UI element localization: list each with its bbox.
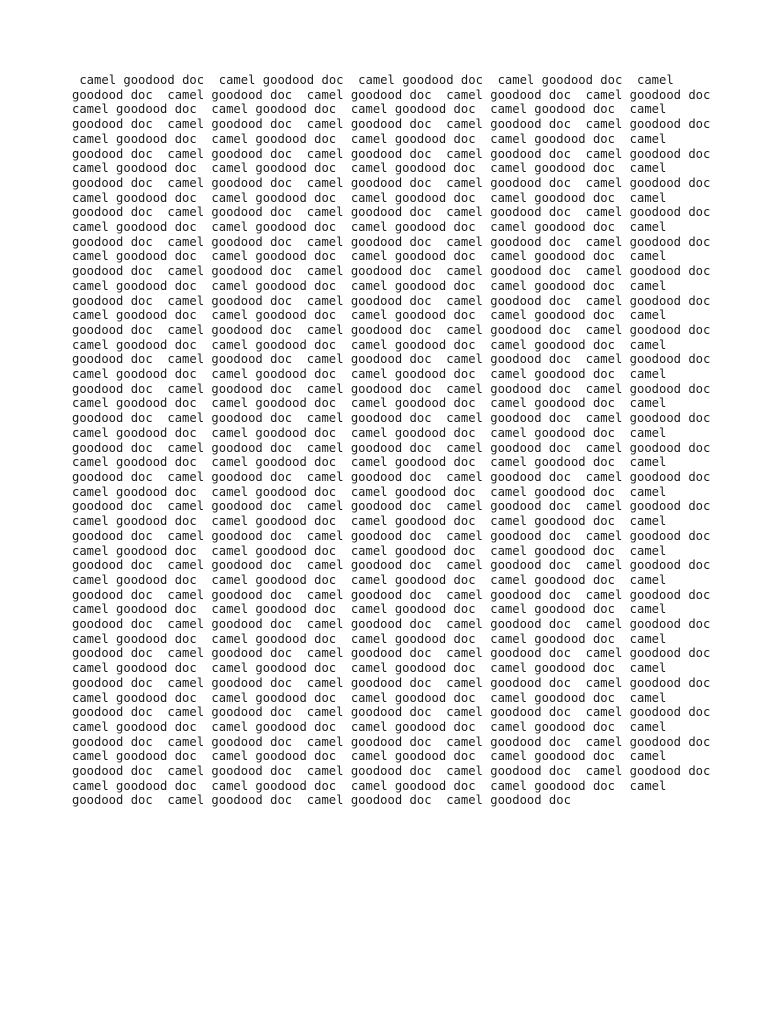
- document-page: [72, 73, 726, 808]
- body-paragraph: camel goodood doc camel goodood doc camel goodood doc camel goodood doc camel goodood doc camel goodood doc camel goodood doc camel goodood doc camel goodood doc camel goodood doc camel goodood doc camel goodood doc camel goodood doc camel goodood doc camel goodood doc camel goodood doc camel goodood doc camel goodood doc camel goodood doc camel goodood doc camel goodood doc camel goodood doc camel goodood doc camel goodood doc camel goodood doc camel goodood doc camel goodood doc camel goodood doc camel goodood doc camel goodood doc camel goodood doc camel goodood doc camel goodood doc camel goodood doc camel goodood doc camel goodood doc camel goodood doc camel goodood doc camel goodood doc camel goodood doc camel goodood doc camel goodood doc camel goodood doc camel goodood doc camel goodood doc camel goodood doc camel goodood doc camel goodood doc camel goodood doc camel goodood doc camel goodood doc camel goodood doc camel goodood doc camel goodood doc camel goodood doc camel goodood doc camel goodood doc camel goodood doc camel goodood doc camel goodood doc camel goodood doc camel goodood doc camel goodood doc camel goodood doc camel goodood doc camel goodood doc camel goodood doc camel goodood doc camel goodood doc camel goodood doc camel goodood doc camel goodood doc camel goodood doc camel goodood doc camel goodood doc camel goodood doc camel goodood doc camel goodood doc camel goodood doc camel goodood doc camel goodood doc camel goodood doc camel goodood doc camel goodood doc camel goodood doc camel goodood doc camel goodood doc camel goodood doc camel goodood doc camel goodood doc camel goodood doc camel goodood doc camel goodood doc camel goodood doc camel goodood doc camel goodood doc camel goodood doc camel goodood doc camel goodood doc camel goodood doc camel goodood doc camel goodood doc camel goodood doc camel goodood doc camel goodood doc camel goodood doc camel goodood doc camel goodood doc camel goodood doc camel goodood doc camel goodood doc camel goodood doc camel goodood doc camel goodood doc camel goodood doc camel goodood doc camel goodood doc camel goodood doc camel goodood doc camel goodood doc camel goodood doc camel goodood doc camel goodood doc camel goodood doc camel goodood doc camel goodood doc camel goodood doc camel goodood doc camel goodood doc camel goodood doc camel goodood doc camel goodood doc camel goodood doc camel goodood doc camel goodood doc camel goodood doc camel goodood doc camel goodood doc camel goodood doc camel goodood doc camel goodood doc camel goodood doc camel goodood doc camel goodood doc camel goodood doc camel goodood doc camel goodood doc camel goodood doc camel goodood doc camel goodood doc camel goodood doc camel goodood doc camel goodood doc camel goodood doc camel goodood doc camel goodood doc camel goodood doc camel goodood doc camel goodood doc camel goodood doc camel goodood doc camel goodood doc camel goodood doc camel goodood doc camel goodood doc camel goodood doc camel goodood doc camel goodood doc camel goodood doc camel goodood doc camel goodood doc camel goodood doc camel goodood doc camel goodood doc camel goodood doc camel goodood doc camel goodood doc camel goodood doc camel goodood doc camel goodood doc camel goodood doc camel goodood doc camel goodood doc camel goodood doc camel goodood doc camel goodood doc camel goodood doc camel goodood doc camel goodood doc camel goodood doc camel goodood doc camel goodood doc camel goodood doc camel goodood doc camel goodood doc camel goodood doc camel goodood doc camel goodood doc camel goodood doc camel goodood doc camel goodood doc camel goodood doc camel goodood doc camel goodood doc camel goodood doc camel goodood doc camel goodood doc camel goodood doc camel goodood doc camel goodood doc camel goodood doc camel goodood doc camel goodood doc camel goodood doc camel goodood doc camel goodood doc camel goodood doc camel goodood doc camel goodood doc camel goodood doc camel goodood doc camel goodood doc camel goodood doc camel goodood doc: [72, 73, 726, 808]
